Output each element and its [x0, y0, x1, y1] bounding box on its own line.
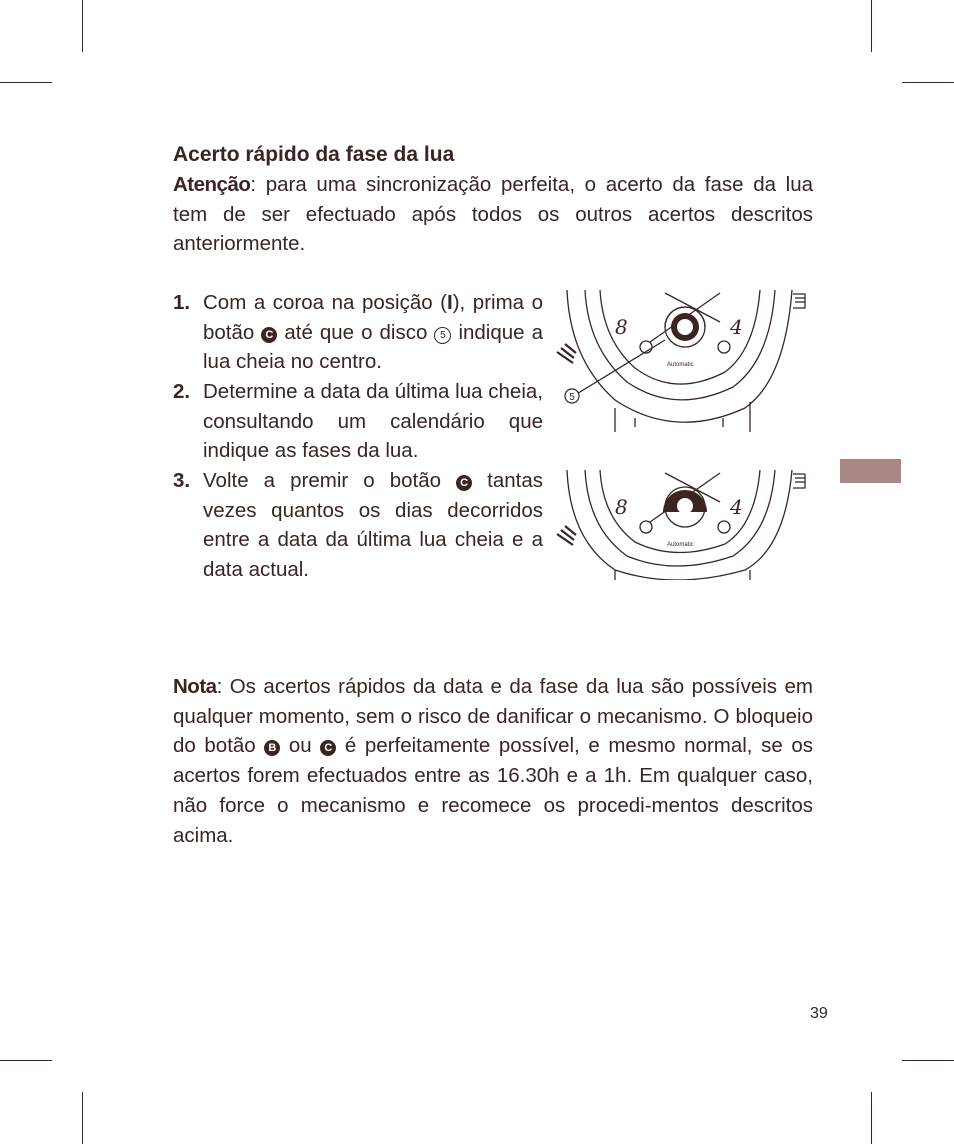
button-press-arrow-icon	[557, 344, 576, 363]
subdial-right	[718, 341, 730, 353]
section-tab	[840, 459, 901, 483]
watch-moonphase-illustration-2	[555, 470, 815, 580]
note-text: é perfeitamente possível, e mesmo normal, se os acertos forem efectuados entre as 16.30h e a 1h. Em qualquer caso, não force o mecanismo e recomece os procedi-mentos descritos acima.	[173, 734, 813, 847]
note-label: Nota	[173, 675, 217, 698]
step-text-part: até que o disco	[277, 320, 435, 344]
step-text	[203, 288, 543, 377]
step-text-part: indique a lua cheia no centro.	[203, 320, 543, 374]
dial-text: Automatic	[667, 542, 694, 548]
note-paragraph	[173, 672, 813, 850]
dial-numeral: 4	[730, 315, 743, 339]
full-moon-icon	[677, 319, 693, 335]
step-text-part: tantas vezes quantos os dias decorridos entre a data da última lua cheia e a data actual.	[203, 469, 543, 582]
full-moon-icon	[677, 498, 693, 514]
crop-mark	[0, 82, 52, 83]
button-b-icon: B	[264, 740, 280, 756]
page-number: 39	[810, 1005, 828, 1022]
disc-5-icon: 5	[434, 327, 451, 344]
intro-text: : para uma sincronização perfeita, o acerto da fase da lua tem de ser efectuado após todos os outros acertos descritos anteriormente.	[173, 173, 813, 256]
subdial-left	[640, 521, 652, 533]
callout-label: 5	[569, 392, 575, 403]
button-c-icon: C	[456, 475, 472, 491]
note-text: : Os acertos rápidos da data e da fase da lua são possíveis em qualquer momento, sem o risco de danificar o mecanismo. O bloqueio do botão	[173, 675, 813, 758]
step-text-part: ), prima o botão	[203, 291, 544, 344]
watch-moonphase-illustration-1	[555, 290, 815, 432]
crop-mark	[902, 1060, 954, 1061]
step-number: 2.	[173, 380, 191, 403]
dial-text: Automatic	[667, 362, 694, 368]
dial-numeral: 4	[730, 495, 743, 519]
crown	[793, 294, 805, 308]
step-number: 1.	[173, 291, 191, 314]
subdial-right	[718, 521, 730, 533]
crop-mark	[871, 0, 872, 52]
crown	[793, 474, 805, 488]
step-text: Determine a data da última lua cheia, consultando um calendário que indique as fases da lua.	[203, 380, 543, 463]
crop-mark	[0, 1060, 52, 1061]
intro-paragraph	[173, 170, 813, 259]
crown-position: I	[447, 291, 453, 314]
section-heading: Acerto rápido da fase da lua	[173, 143, 455, 166]
crop-mark	[871, 1092, 872, 1144]
step-text-part: Com a coroa na posição (	[203, 291, 448, 314]
crop-mark	[82, 1092, 83, 1144]
note-text: ou	[280, 734, 321, 758]
step-text-part: Volte a premir o botão	[203, 469, 457, 492]
dial-numeral: 8	[615, 315, 628, 339]
button-c-icon: C	[320, 740, 336, 756]
step-text	[203, 466, 543, 585]
attention-label: Atenção	[173, 173, 251, 196]
crop-mark	[902, 82, 954, 83]
dial-numeral: 8	[615, 495, 628, 519]
button-press-arrow-icon	[557, 526, 576, 545]
button-c-icon: C	[261, 327, 277, 343]
step-number: 3.	[173, 469, 191, 492]
crop-mark	[82, 0, 83, 52]
